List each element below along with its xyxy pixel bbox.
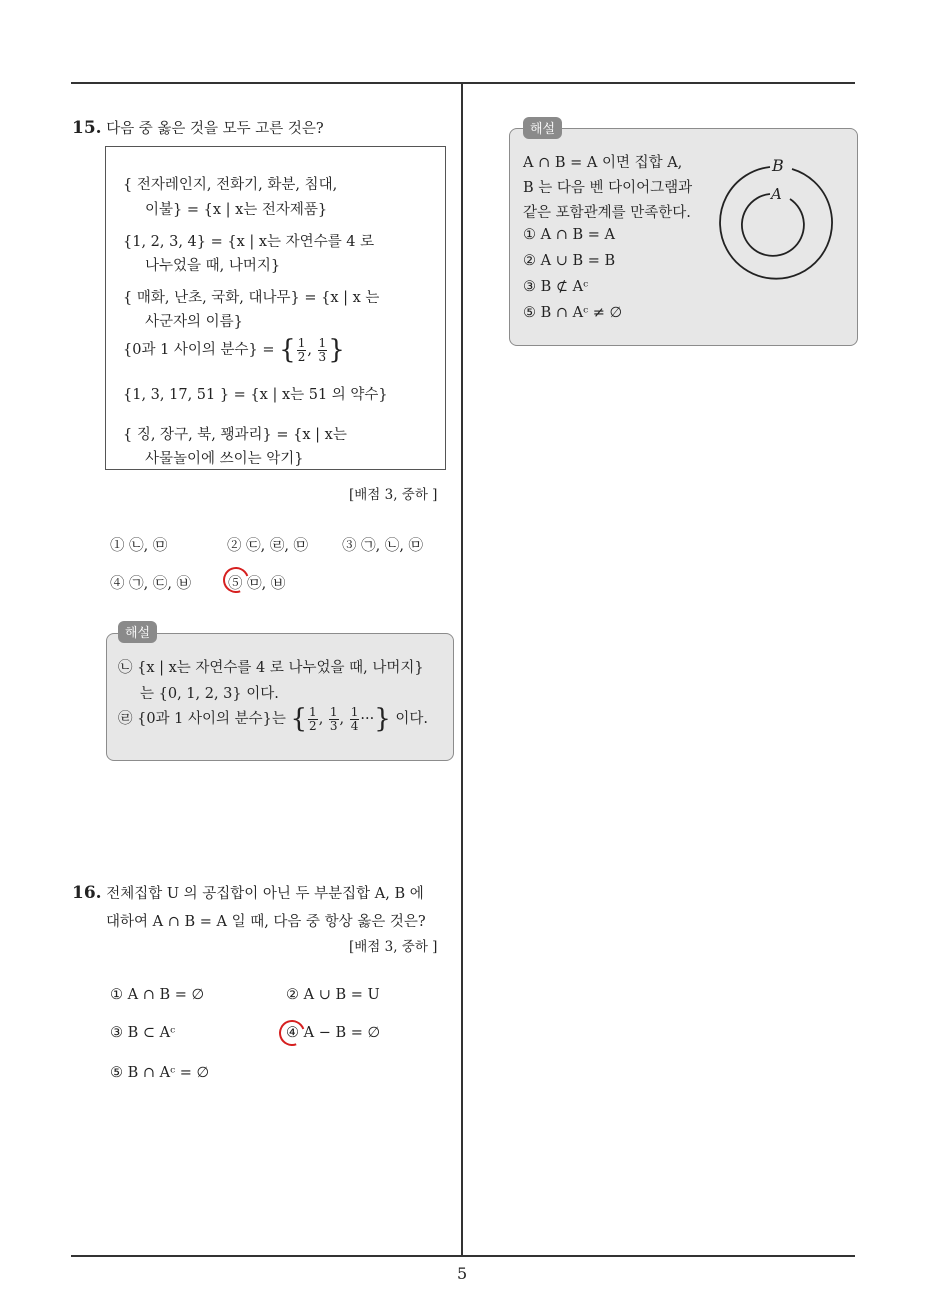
fraction-1-3: $\frac{1}{3}$	[329, 704, 338, 733]
q15-solution-box	[106, 633, 454, 761]
q15-item-3-line-2: 사군자의 이름}	[145, 314, 243, 330]
ellipsis: ···	[360, 711, 375, 727]
fraction-1-4: $\frac{1}{4}$	[350, 704, 359, 733]
q16-solution-tag: 해설	[523, 117, 562, 139]
q16-question-line-1: 전체집합 U 의 공집합이 아닌 두 부분집합 A, B 에	[106, 886, 424, 902]
q15-choice-3[interactable]: ③ ㉠, ㉡, ㉤	[342, 538, 424, 554]
bottom-rule	[71, 1255, 855, 1257]
top-rule	[71, 82, 855, 84]
left-brace: {	[290, 704, 308, 734]
q15-item-6-line-2: 사물놀이에 쓰이는 악기}	[145, 451, 304, 467]
q16-solution-line-5: ② A ∪ B = B	[523, 253, 616, 269]
q15-item-4-text: {0과 1 사이의 분수} =	[123, 342, 275, 358]
q16-solution-box	[509, 128, 858, 346]
q15-choice-5[interactable]: ⑤ ㉤, ㉥	[228, 576, 286, 592]
q16-choice-3[interactable]: ③ B ⊂ Aᶜ	[110, 1025, 176, 1041]
q16-answer-circle	[275, 1016, 310, 1051]
q16-solution-line-1: A ∩ B = A 이면 집합 A,	[523, 155, 683, 171]
q15-choice-1[interactable]: ① ㉡, ㉤	[110, 538, 168, 554]
q15-solution-line-2: 는 {0, 1, 2, 3} 이다.	[140, 686, 279, 702]
venn-label-a: A	[771, 185, 782, 203]
q16-solution-line-3: 같은 포함관계를 만족한다.	[523, 205, 691, 221]
q15-choice-4[interactable]: ④ ㉠, ㉢, ㉥	[110, 576, 192, 592]
q15-solution-line-3-end: 이다.	[395, 711, 429, 727]
q16-question-line-2: 대하여 A ∩ B = A 일 때, 다음 중 항상 옳은 것은?	[106, 914, 426, 930]
q16-solution-line-7: ⑤ B ∩ Aᶜ ≠ ∅	[523, 305, 623, 321]
right-brace: }	[374, 704, 391, 734]
left-brace: {	[279, 335, 296, 365]
q16-choice-1[interactable]: ① A ∩ B = ∅	[110, 987, 205, 1003]
q16-choice-4[interactable]: ④ A − B = ∅	[286, 1025, 381, 1041]
venn-set-b-circle	[720, 167, 832, 279]
q15-number: 15.	[72, 118, 102, 138]
venn-label-b: B	[772, 156, 784, 175]
right-brace: }	[328, 335, 345, 365]
q15-item-5: {1, 3, 17, 51 } = {x | x는 51 의 약수}	[123, 387, 388, 403]
q15-header	[72, 117, 324, 138]
q16-solution-line-4: ① A ∩ B = A	[523, 227, 615, 243]
q16-solution-line-6: ③ B ⊄ Aᶜ	[523, 279, 589, 295]
q15-score: [배점 3, 중하 ]	[349, 487, 438, 503]
venn-set-a-circle	[742, 194, 804, 256]
q16-header	[72, 882, 424, 903]
q15-item-4: {0과 1 사이의 분수} = { $\frac{1}{2}$ , $\frac{1}{3}$ }	[123, 335, 345, 365]
q16-choice-5[interactable]: ⑤ B ∩ Aᶜ = ∅	[110, 1065, 210, 1081]
q16-choice-2[interactable]: ② A ∪ B = U	[286, 987, 380, 1003]
q15-solution-tag: 해설	[118, 621, 157, 643]
q15-item-1-line-2: 이불} = {x | x는 전자제품}	[145, 202, 328, 218]
fraction-1-2: $\frac{1}{2}$	[297, 335, 306, 364]
fraction-1-2: $\frac{1}{2}$	[309, 704, 317, 733]
q16-solution-line-2: B 는 다음 벤 다이어그램과	[523, 180, 693, 196]
q16-number: 16.	[72, 883, 102, 903]
q15-item-2-line-1: {1, 2, 3, 4} = {x | x는 자연수를 4 로	[123, 234, 375, 250]
q15-choice-2[interactable]: ② ㉢, ㉣, ㉤	[227, 538, 309, 554]
q16-score: [배점 3, 중하 ]	[349, 939, 438, 955]
fraction-1-3: $\frac{1}{3}$	[318, 335, 327, 364]
q15-item-2-line-2: 나누었을 때, 나머지}	[145, 258, 281, 274]
q15-solution-line-3-text: ㉣ {0과 1 사이의 분수}는	[118, 711, 286, 727]
q15-solution-line-3: ㉣ {0과 1 사이의 분수}는 { $\frac{1}{2}$ , $\frac{1}{3}$ , $\frac{1}{4}$ ···} 이다.	[118, 704, 429, 734]
q15-item-3-line-1: { 매화, 난초, 국화, 대나무} = {x | x 는	[123, 290, 380, 306]
q15-statement-box	[105, 146, 446, 470]
q15-solution-line-1: ㉡ {x | x는 자연수를 4 로 나누었을 때, 나머지}	[118, 660, 424, 676]
page-number: 5	[457, 1264, 468, 1283]
column-divider	[461, 84, 463, 1256]
venn-diagram	[710, 149, 850, 289]
q15-question: 다음 중 옳은 것을 모두 고른 것은?	[106, 121, 324, 137]
q15-item-1-line-1: { 전자레인지, 전화기, 화분, 침대,	[123, 177, 338, 193]
q15-item-6-line-1: { 징, 장구, 북, 꽹과리} = {x | x는	[123, 427, 347, 443]
